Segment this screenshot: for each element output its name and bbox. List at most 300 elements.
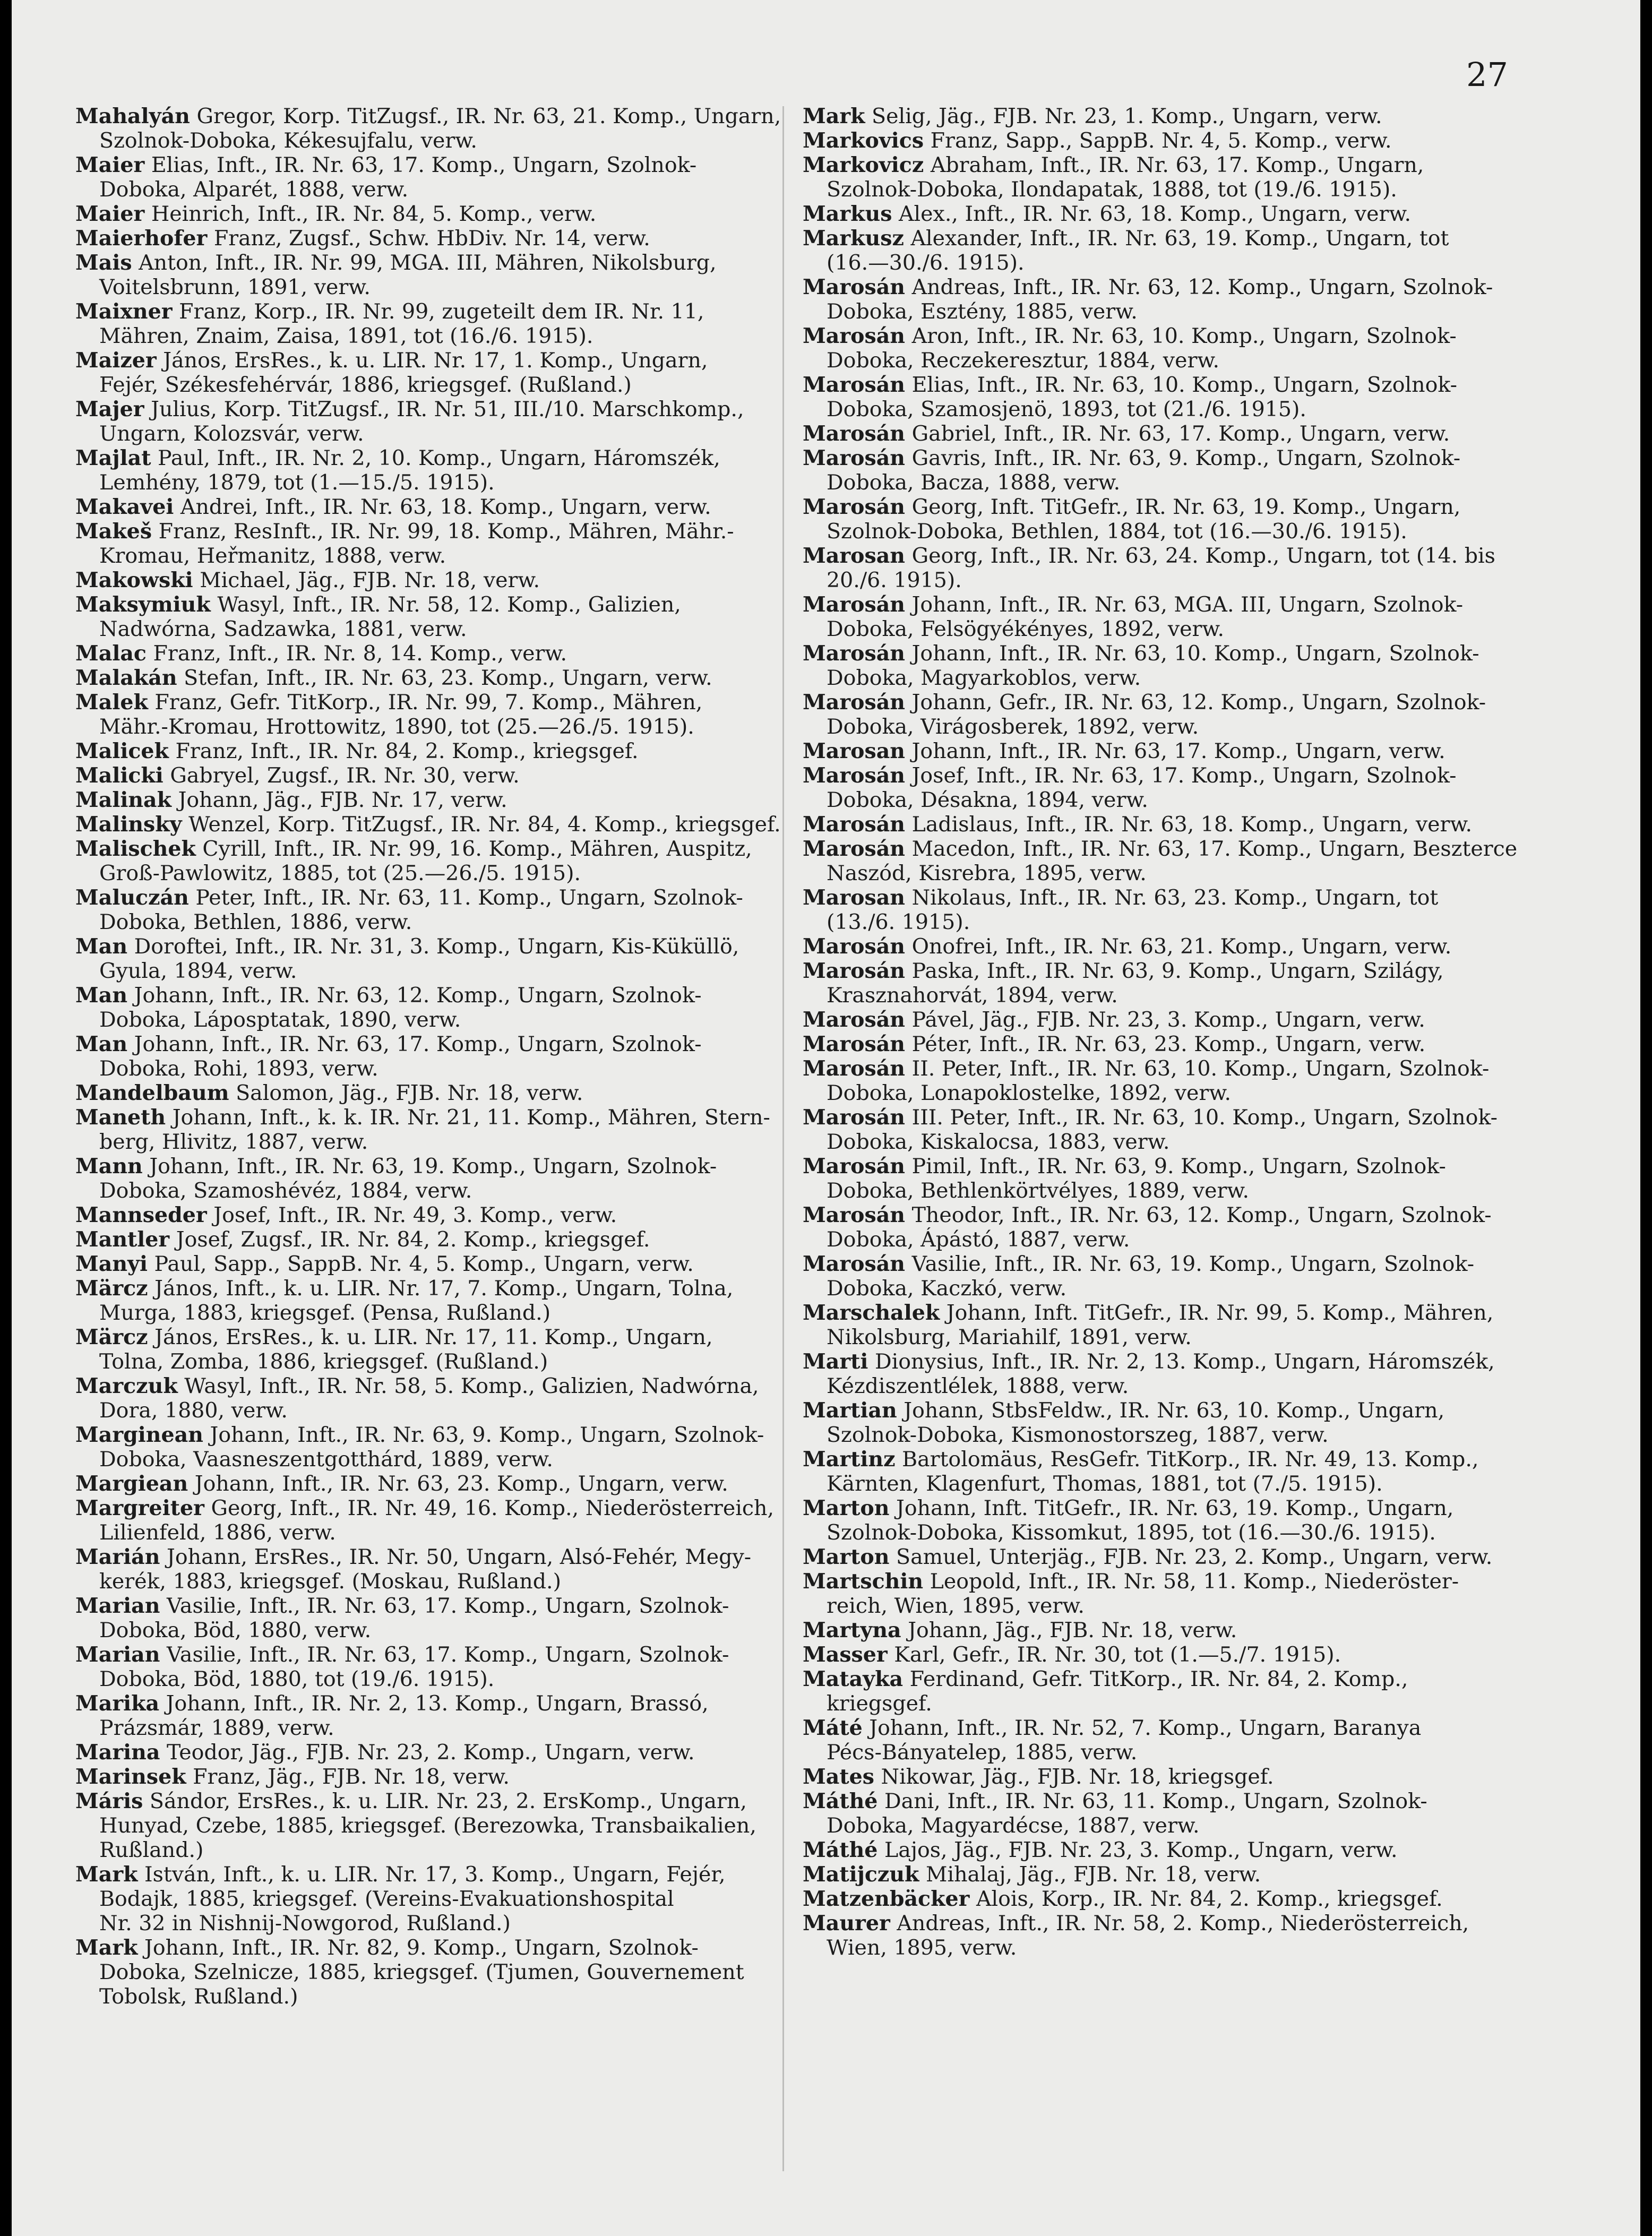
entry-surname: Man — [75, 983, 128, 1008]
entry-text: Lemhény, 1879, tot (1.—15./5. 1915). — [99, 470, 495, 495]
entry-line — [803, 397, 1541, 422]
entry-text: Michael, Jäg., FJB. Nr. 18, verw. — [193, 568, 540, 592]
entry-text: Macedon, Inft., IR. Nr. 63, 17. Komp., Ungarn, Beszterce — [905, 837, 1518, 861]
entry-line — [75, 422, 813, 446]
entry-text: Kromau, Heřmanitz, 1888, verw. — [99, 544, 446, 568]
entry-surname: Manyi — [75, 1252, 148, 1276]
entry-text: Johann, Inft., IR. Nr. 2, 13. Komp., Ungarn, Brassó, — [159, 1691, 709, 1716]
entry-line — [75, 1398, 813, 1423]
entry-surname: Masser — [803, 1642, 888, 1667]
entry-line — [803, 202, 1541, 226]
entry-line — [803, 275, 1541, 299]
entry-surname: Marosán — [803, 1032, 906, 1056]
list-item — [75, 495, 813, 519]
entry-line — [75, 666, 813, 690]
entry-text: Doboka, Kaczkó, verw. — [827, 1276, 1067, 1301]
entry-line — [75, 519, 813, 544]
entry-text: Groß-Pawlowitz, 1885, tot (25.—26./5. 1915). — [99, 861, 581, 885]
entry-text: Josef, Inft., IR. Nr. 49, 3. Komp., verw. — [206, 1203, 617, 1227]
entry-text: Franz, Zugsf., Schw. HbDiv. Nr. 14, verw. — [207, 226, 650, 251]
entry-text: Andreas, Inft., IR. Nr. 58, 2. Komp., Niederösterreich, — [890, 1911, 1469, 1936]
entry-surname: Mais — [75, 251, 132, 275]
entry-line — [803, 1838, 1541, 1862]
entry-text: Johann, Gefr., IR. Nr. 63, 12. Komp., Ungarn, Szolnok- — [905, 690, 1486, 715]
entry-line — [75, 1984, 813, 2009]
entry-text: Franz, Inft., IR. Nr. 8, 14. Komp., verw. — [146, 641, 567, 666]
entry-surname: Marosán — [803, 641, 906, 666]
entry-line — [803, 666, 1541, 690]
entry-text: Johann, Inft., IR. Nr. 63, 12. Komp., Ungarn, Szolnok- — [127, 983, 702, 1008]
list-item — [803, 1398, 1541, 1447]
entry-text: Samuel, Unterjäg., FJB. Nr. 23, 2. Komp., Ungarn, verw. — [889, 1545, 1493, 1569]
entry-text: Johann, Inft., IR. Nr. 63, 10. Komp., Ungarn, Szolnok- — [905, 641, 1479, 666]
list-item — [803, 1618, 1541, 1642]
entry-text: Georg, Inft., IR. Nr. 63, 24. Komp., Ungarn, tot (14. bis — [905, 544, 1495, 568]
entry-text: Johann, Jäg., FJB. Nr. 17, verw. — [171, 788, 507, 812]
entry-line — [803, 1545, 1541, 1569]
list-item — [75, 251, 813, 299]
list-item — [75, 1081, 813, 1105]
entry-line — [75, 1227, 813, 1252]
entry-line — [803, 861, 1541, 885]
entry-line — [803, 1105, 1541, 1130]
list-item — [803, 812, 1541, 837]
entry-text: Johann, Inft., IR. Nr. 63, 19. Komp., Ungarn, Szolnok- — [142, 1154, 717, 1179]
list-item — [75, 1862, 813, 1936]
entry-line — [75, 544, 813, 568]
entry-surname: Marton — [803, 1496, 890, 1520]
left-column — [75, 104, 813, 2009]
list-item — [75, 348, 813, 397]
entry-surname: Marosán — [803, 837, 906, 861]
entry-text: Johann, Inft., IR. Nr. 52, 7. Komp., Ungarn, Baranya — [862, 1716, 1422, 1740]
entry-text: Fejér, Székesfehérvár, 1886, kriegsgef. (Rußland.) — [99, 373, 632, 397]
entry-text: II. Peter, Inft., IR. Nr. 63, 10. Komp., Ungarn, Szolnok- — [905, 1056, 1490, 1081]
document-page — [12, 0, 1640, 2236]
entry-line — [75, 1789, 813, 1813]
list-item — [803, 1911, 1541, 1960]
entry-surname: Maksymiuk — [75, 592, 211, 617]
entry-surname: Maluczán — [75, 885, 189, 910]
list-item — [75, 1496, 813, 1545]
list-item — [803, 592, 1541, 641]
entry-surname: Malinak — [75, 788, 172, 812]
entry-line — [803, 470, 1541, 495]
list-item — [803, 275, 1541, 324]
entry-line — [75, 251, 813, 275]
entry-surname: Malicek — [75, 739, 169, 763]
entry-line — [803, 324, 1541, 348]
list-item — [75, 666, 813, 690]
entry-surname: Marosán — [803, 1008, 906, 1032]
entry-line — [75, 934, 813, 959]
entry-surname: Majlat — [75, 446, 151, 470]
list-item — [803, 422, 1541, 446]
entry-line — [75, 1545, 813, 1569]
list-item — [75, 1154, 813, 1203]
entry-text: Josef, Zugsf., IR. Nr. 84, 2. Komp., kriegsgef. — [169, 1227, 650, 1252]
entry-surname: Marina — [75, 1740, 160, 1765]
entry-text: Nadwórna, Sadzawka, 1881, verw. — [99, 617, 467, 641]
entry-surname: Martyna — [803, 1618, 901, 1642]
entry-line — [75, 1594, 813, 1618]
entry-line — [75, 348, 813, 373]
entry-line — [803, 1447, 1541, 1472]
entry-line — [75, 641, 813, 666]
entry-text: Doboka, Virágosberek, 1892, verw. — [827, 715, 1199, 739]
entry-line — [803, 1862, 1541, 1887]
list-item — [75, 202, 813, 226]
entry-line — [803, 128, 1541, 153]
entry-text: Johann, Inft., IR. Nr. 63, 23. Komp., Ungarn, verw. — [188, 1472, 728, 1496]
entry-text: Julius, Korp. TitZugsf., IR. Nr. 51, III./10. Marschkomp., — [144, 397, 744, 422]
list-item — [803, 1349, 1541, 1398]
entry-line — [75, 1105, 813, 1130]
list-item — [803, 959, 1541, 1008]
entry-surname: Mannseder — [75, 1203, 207, 1227]
entry-text: Doboka, Désakna, 1894, verw. — [827, 788, 1148, 812]
entry-surname: Marosán — [803, 1056, 906, 1081]
entry-text: Prázsmár, 1889, verw. — [99, 1716, 334, 1740]
entry-text: Vasilie, Inft., IR. Nr. 63, 19. Komp., Ungarn, Szolnok- — [905, 1252, 1475, 1276]
entry-text: Gregor, Korp. TitZugsf., IR. Nr. 63, 21. Komp., Ungarn, — [190, 104, 781, 128]
list-item — [803, 690, 1541, 739]
entry-text: Johann, Inft., IR. Nr. 63, 17. Komp., Ungarn, verw. — [905, 739, 1446, 763]
entry-line — [75, 177, 813, 202]
list-item — [75, 153, 813, 202]
entry-text: Franz, Jäg., FJB. Nr. 18, verw. — [186, 1765, 510, 1789]
column-divider — [782, 106, 784, 2171]
entry-line — [75, 1813, 813, 1838]
entry-line — [803, 715, 1541, 739]
entry-line — [75, 837, 813, 861]
entry-line — [803, 1813, 1541, 1838]
entry-text: kriegsgef. — [827, 1691, 932, 1716]
entry-line — [75, 1301, 813, 1325]
list-item — [803, 1252, 1541, 1301]
entry-text: III. Peter, Inft., IR. Nr. 63, 10. Komp., Ungarn, Szolnok- — [905, 1105, 1498, 1130]
entry-line — [803, 1911, 1541, 1936]
entry-line — [803, 1716, 1541, 1740]
list-item — [75, 104, 813, 153]
entry-line — [803, 885, 1541, 910]
entry-text: Franz, Korp., IR. Nr. 99, zugeteilt dem IR. Nr. 11, — [172, 299, 704, 324]
entry-line — [75, 128, 813, 153]
entry-text: Doboka, Magyardécse, 1887, verw. — [827, 1813, 1200, 1838]
entry-line — [803, 1179, 1541, 1203]
list-item — [75, 1936, 813, 2009]
list-item — [803, 934, 1541, 959]
entry-text: Nikolaus, Inft., IR. Nr. 63, 23. Komp., Ungarn, tot — [905, 885, 1439, 910]
list-item — [803, 1667, 1541, 1716]
entry-line — [75, 1496, 813, 1520]
list-item — [803, 1569, 1541, 1618]
entry-surname: Marosán — [803, 1203, 906, 1227]
entry-line — [803, 641, 1541, 666]
entry-line — [75, 959, 813, 983]
entry-line — [803, 1667, 1541, 1691]
list-item — [803, 1642, 1541, 1667]
entry-line — [75, 1447, 813, 1472]
entry-text: Cyrill, Inft., IR. Nr. 99, 16. Komp., Mähren, Auspitz, — [195, 837, 752, 861]
entry-surname: Malek — [75, 690, 148, 715]
entry-line — [803, 1618, 1541, 1642]
entry-surname: Maixner — [75, 299, 173, 324]
list-item — [75, 1691, 813, 1740]
entry-surname: Markovics — [803, 128, 924, 153]
entry-line — [75, 1472, 813, 1496]
entry-text: Doboka, Szamosjenö, 1893, tot (21./6. 1915). — [827, 397, 1306, 422]
entry-surname: Mandelbaum — [75, 1081, 229, 1105]
entry-line — [75, 1716, 813, 1740]
entry-text: Teodor, Jäg., FJB. Nr. 23, 2. Komp., Ungarn, verw. — [160, 1740, 695, 1765]
entry-text: Doboka, Böd, 1880, tot (19./6. 1915). — [99, 1667, 495, 1691]
entry-line — [75, 153, 813, 177]
list-item — [75, 1252, 813, 1276]
list-item — [75, 592, 813, 641]
entry-line — [803, 446, 1541, 470]
entry-text: Szolnok-Doboka, Bethlen, 1884, tot (16.—30./6. 1915). — [827, 519, 1407, 544]
entry-text: Ferdinand, Gefr. TitKorp., IR. Nr. 84, 2. Komp., — [903, 1667, 1408, 1691]
entry-line — [803, 1691, 1541, 1716]
entry-line — [803, 592, 1541, 617]
entry-text: Gyula, 1894, verw. — [99, 959, 297, 983]
entry-line — [803, 1936, 1541, 1960]
entry-text: Pécs-Bányatelep, 1885, verw. — [827, 1740, 1138, 1765]
entry-surname: Matzenbäcker — [803, 1887, 970, 1911]
entry-surname: Marinsek — [75, 1765, 186, 1789]
entry-text: Elias, Inft., IR. Nr. 63, 10. Komp., Ungarn, Szolnok- — [905, 373, 1457, 397]
entry-surname: Marián — [75, 1545, 160, 1569]
entry-text: Gabryel, Zugsf., IR. Nr. 30, verw. — [163, 763, 520, 788]
entry-surname: Marosán — [803, 1105, 906, 1130]
entry-text: Krasznahorvát, 1894, verw. — [827, 983, 1118, 1008]
entry-text: Voitelsbrunn, 1891, verw. — [99, 275, 371, 299]
entry-text: Alois, Korp., IR. Nr. 84, 2. Komp., kriegsgef. — [969, 1887, 1443, 1911]
entry-surname: Maurer — [803, 1911, 890, 1936]
entry-surname: Mark — [803, 104, 865, 128]
entry-line — [803, 959, 1541, 983]
entry-line — [75, 495, 813, 519]
entry-text: Lajos, Jäg., FJB. Nr. 23, 3. Komp., Ungarn, verw. — [877, 1838, 1398, 1862]
list-item — [75, 1105, 813, 1154]
entry-text: Wenzel, Korp. TitZugsf., IR. Nr. 84, 4. Komp., kriegsgef. — [182, 812, 781, 837]
list-item — [75, 690, 813, 739]
entry-text: Alex., Inft., IR. Nr. 63, 18. Komp., Ungarn, verw. — [892, 202, 1412, 226]
list-item — [803, 324, 1541, 373]
entry-surname: Malakán — [75, 666, 177, 690]
entry-text: Pimil, Inft., IR. Nr. 63, 9. Komp., Ungarn, Szolnok- — [905, 1154, 1446, 1179]
entry-text: Aron, Inft., IR. Nr. 63, 10. Komp., Ungarn, Szolnok- — [905, 324, 1457, 348]
entry-text: Doboka, Kiskalocsa, 1883, verw. — [827, 1130, 1170, 1154]
entry-line — [803, 1740, 1541, 1765]
entry-surname: Marosán — [803, 373, 906, 397]
entry-text: kerék, 1883, kriegsgef. (Moskau, Rußland.) — [99, 1569, 562, 1594]
list-item — [803, 1862, 1541, 1887]
entry-line — [803, 422, 1541, 446]
entry-text: Franz, Gefr. TitKorp., IR. Nr. 99, 7. Komp., Mähren, — [148, 690, 703, 715]
entry-text: Paul, Sapp., SappB. Nr. 4, 5. Komp., Ungarn, verw. — [148, 1252, 694, 1276]
entry-text: Ungarn, Kolozsvár, verw. — [99, 422, 364, 446]
entry-line — [75, 1081, 813, 1105]
entry-text: Franz, Sapp., SappB. Nr. 4, 5. Komp., verw. — [924, 128, 1392, 153]
entry-text: Johann, Inft. TitGefr., IR. Nr. 63, 19. Komp., Ungarn, — [889, 1496, 1454, 1520]
entry-text: Bodajk, 1885, kriegsgef. (Vereins-Evakuationshospital — [99, 1887, 674, 1911]
list-item — [75, 983, 813, 1032]
entry-surname: Malinsky — [75, 812, 182, 837]
entry-line — [803, 348, 1541, 373]
entry-text: Theodor, Inft., IR. Nr. 63, 12. Komp., Ungarn, Szolnok- — [905, 1203, 1492, 1227]
entry-line — [75, 1423, 813, 1447]
entry-text: Péter, Inft., IR. Nr. 63, 23. Komp., Ungarn, verw. — [905, 1032, 1426, 1056]
list-item — [75, 1374, 813, 1423]
entry-text: Kézdiszentlélek, 1888, verw. — [827, 1374, 1129, 1398]
entry-text: Nikowar, Jäg., FJB. Nr. 18, kriegsgef. — [874, 1765, 1274, 1789]
list-item — [75, 788, 813, 812]
entry-text: Doboka, Vaasneszentgotthárd, 1889, verw. — [99, 1447, 553, 1472]
entry-surname: Makavei — [75, 495, 174, 519]
entry-text: Hunyad, Czebe, 1885, kriegsgef. (Berezowka, Transbaikalien, — [99, 1813, 756, 1838]
entry-surname: Marti — [803, 1349, 868, 1374]
entry-text: Paska, Inft., IR. Nr. 63, 9. Komp., Ungarn, Szilágy, — [905, 959, 1444, 983]
entry-text: Lilienfeld, 1886, verw. — [99, 1520, 336, 1545]
list-item — [75, 885, 813, 934]
entry-line — [803, 1301, 1541, 1325]
list-item — [75, 397, 813, 446]
entry-line — [803, 251, 1541, 275]
entry-line — [75, 885, 813, 910]
entry-surname: Mark — [75, 1862, 138, 1887]
entry-line — [803, 1642, 1541, 1667]
entry-line — [75, 1618, 813, 1642]
entry-line — [75, 1862, 813, 1887]
entry-line — [75, 1765, 813, 1789]
entry-line — [803, 739, 1541, 763]
entry-text: Doboka, Bethlen, 1886, verw. — [99, 910, 412, 934]
entry-surname: Martinz — [803, 1447, 896, 1472]
entry-line — [75, 592, 813, 617]
entry-line — [803, 788, 1541, 812]
entry-line — [803, 568, 1541, 592]
list-item — [803, 446, 1541, 495]
entry-surname: Marian — [75, 1594, 160, 1618]
entry-text: Gavris, Inft., IR. Nr. 63, 9. Komp., Ungarn, Szolnok- — [905, 446, 1461, 470]
entry-surname: Majer — [75, 397, 144, 422]
entry-line — [803, 1203, 1541, 1227]
list-item — [803, 1203, 1541, 1252]
entry-line — [75, 617, 813, 641]
entry-text: Kärnten, Klagenfurt, Thomas, 1881, tot (7./5. 1915). — [827, 1472, 1383, 1496]
entry-line — [75, 470, 813, 495]
list-item — [75, 1276, 813, 1325]
entry-text: Doboka, Ápástó, 1887, verw. — [827, 1227, 1130, 1252]
list-item — [803, 1056, 1541, 1105]
entry-text: Doboka, Alparét, 1888, verw. — [99, 177, 409, 202]
entry-line — [75, 104, 813, 128]
entry-line — [75, 1154, 813, 1179]
entry-surname: Máris — [75, 1789, 143, 1813]
entry-text: Andreas, Inft., IR. Nr. 63, 12. Komp., Ungarn, Szolnok- — [905, 275, 1493, 299]
list-item — [803, 128, 1541, 153]
entry-line — [803, 1496, 1541, 1520]
entry-text: Tolna, Zomba, 1886, kriegsgef. (Rußland.) — [99, 1349, 548, 1374]
entry-line — [75, 983, 813, 1008]
entry-text: Peter, Inft., IR. Nr. 63, 11. Komp., Ungarn, Szolnok- — [188, 885, 743, 910]
entry-surname: Marosán — [803, 690, 906, 715]
entry-line — [75, 1960, 813, 1984]
list-item — [75, 1545, 813, 1594]
entry-surname: Margreiter — [75, 1496, 204, 1520]
entry-line — [803, 1252, 1541, 1276]
entry-text: Sándor, ErsRes., k. u. LIR. Nr. 23, 2. ErsKomp., Ungarn, — [143, 1789, 747, 1813]
entry-surname: Marton — [803, 1545, 890, 1569]
entry-line — [803, 690, 1541, 715]
entry-text: Mihalaj, Jäg., FJB. Nr. 18, verw. — [919, 1862, 1261, 1887]
entry-text: Pável, Jäg., FJB. Nr. 23, 3. Komp., Ungarn, verw. — [905, 1008, 1425, 1032]
list-item — [803, 495, 1541, 544]
entry-surname: Maier — [75, 153, 145, 177]
entry-text: Doroftei, Inft., IR. Nr. 31, 3. Komp., Ungarn, Kis-Küküllö, — [127, 934, 739, 959]
entry-text: Gabriel, Inft., IR. Nr. 63, 17. Komp., Ungarn, verw. — [905, 422, 1450, 446]
entry-text: Doboka, Láposptatak, 1890, verw. — [99, 1008, 461, 1032]
entry-line — [75, 226, 813, 251]
entry-text: Szolnok-Doboka, Kékesujfalu, verw. — [99, 128, 477, 153]
list-item — [803, 544, 1541, 592]
entry-line — [75, 1056, 813, 1081]
entry-text: Doboka, Bacza, 1888, verw. — [827, 470, 1121, 495]
entry-line — [75, 1252, 813, 1276]
entry-line — [803, 1008, 1541, 1032]
entry-surname: Marosán — [803, 1252, 906, 1276]
entry-text: Josef, Inft., IR. Nr. 63, 17. Komp., Ungarn, Szolnok- — [905, 763, 1457, 788]
list-item — [75, 1765, 813, 1789]
entry-line — [803, 495, 1541, 519]
entry-line — [75, 275, 813, 299]
list-item — [75, 812, 813, 837]
entry-surname: Marczuk — [75, 1374, 178, 1398]
entry-line — [75, 1911, 813, 1936]
entry-surname: Man — [75, 1032, 128, 1056]
entry-text: Johann, StbsFeldw., IR. Nr. 63, 10. Komp., Ungarn, — [897, 1398, 1445, 1423]
list-item — [803, 885, 1541, 934]
entry-surname: Marosan — [803, 885, 906, 910]
entry-line — [75, 1838, 813, 1862]
entry-text: Stefan, Inft., IR. Nr. 63, 23. Komp., Ungarn, verw. — [177, 666, 712, 690]
entry-surname: Martian — [803, 1398, 897, 1423]
entry-text: Murga, 1883, kriegsgef. (Pensa, Rußland.) — [99, 1301, 551, 1325]
entry-surname: Marosán — [803, 324, 906, 348]
entry-text: Doboka, Böd, 1880, verw. — [99, 1618, 372, 1642]
entry-text: Leopold, Inft., IR. Nr. 58, 11. Komp., Niederöster- — [923, 1569, 1459, 1594]
entry-line — [75, 1667, 813, 1691]
entry-line — [803, 910, 1541, 934]
list-item — [803, 763, 1541, 812]
entry-line — [803, 837, 1541, 861]
entry-text: Doboka, Lonapoklostelke, 1892, verw. — [827, 1081, 1231, 1105]
entry-text: Doboka, Esztény, 1885, verw. — [827, 299, 1138, 324]
entry-text: István, Inft., k. u. LIR. Nr. 17, 3. Komp., Ungarn, Fejér, — [137, 1862, 726, 1887]
entry-line — [75, 788, 813, 812]
entry-surname: Marosán — [803, 812, 906, 837]
entry-text: (13./6. 1915). — [827, 910, 970, 934]
entry-surname: Matijczuk — [803, 1862, 919, 1887]
entry-text: Doboka, Felsögyékényes, 1892, verw. — [827, 617, 1225, 641]
entry-text: Doboka, Szamoshévéz, 1884, verw. — [99, 1179, 472, 1203]
list-item — [75, 446, 813, 495]
list-item — [803, 1789, 1541, 1838]
entry-text: Naszód, Kisrebra, 1895, verw. — [827, 861, 1147, 885]
entry-line — [75, 1325, 813, 1349]
